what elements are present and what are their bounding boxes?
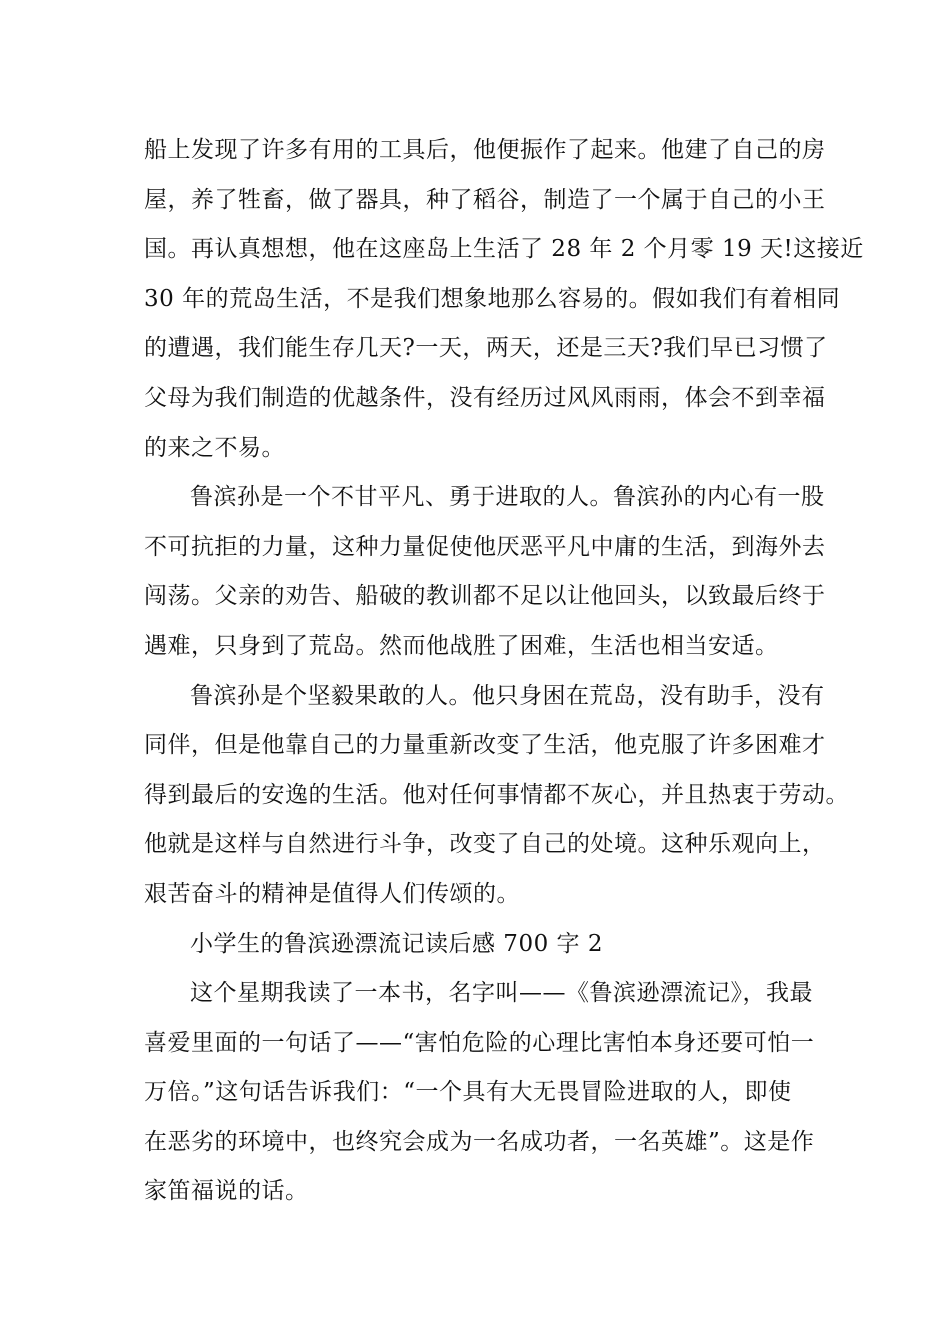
- paragraph-first-line: 这个星期我读了一本书，名字叫——《鲁滨逊漂流记》，我最: [190, 980, 813, 1007]
- text-line: 家笛福说的话。: [144, 1178, 309, 1205]
- paragraph-first-line: 鲁滨孙是个坚毅果敢的人。他只身困在荒岛，没有助手，没有: [190, 682, 825, 709]
- text-line: 在恶劣的环境中，也终究会成为一名成功者，一名英雄”。这是作: [144, 1128, 815, 1155]
- text-line: 同伴，但是他靠自己的力量重新改变了生活，他克服了许多困难才: [144, 732, 826, 759]
- text-line: 屋，养了牲畜，做了器具，种了稻谷，制造了一个属于自己的小王: [144, 186, 826, 213]
- text-line: 的来之不易。: [144, 434, 285, 461]
- text-line: 喜爱里面的一句话了——“害怕危险的心理比害怕本身还要可怕一: [144, 1029, 815, 1056]
- text-line: 艰苦奋斗的精神是值得人们传颂的。: [144, 880, 520, 907]
- text-line: 父母为我们制造的优越条件，没有经历过风风雨雨，体会不到幸福: [144, 384, 826, 411]
- text-line: 不可抗拒的力量，这种力量促使他厌恶平凡中庸的生活，到海外去: [144, 533, 826, 560]
- text-line: 的遭遇，我们能生存几天?一天，两天，还是三天?我们早已习惯了: [144, 335, 828, 362]
- text-line: 闯荡。父亲的劝告、船破的教训都不足以让他回头，以致最后终于: [144, 583, 826, 610]
- text-line: 他就是这样与自然进行斗争，改变了自己的处境。这种乐观向上，: [144, 831, 826, 858]
- text-line: 遇难，只身到了荒岛。然而他战胜了困难，生活也相当安适。: [144, 632, 779, 659]
- text-line: 万倍。”这句话告诉我们：“一个具有大无畏冒险进取的人，即使: [144, 1079, 792, 1106]
- text-line: 30 年的荒岛生活，不是我们想象地那么容易的。假如我们有着相同: [144, 285, 841, 312]
- paragraph-first-line: 鲁滨孙是一个不甘平凡、勇于进取的人。鲁滨孙的内心有一股: [190, 484, 825, 511]
- section-heading: 小学生的鲁滨逊漂流记读后感 700 字 2: [190, 930, 603, 957]
- body-text: [144, 126, 864, 1217]
- text-line: 船上发现了许多有用的工具后，他便振作了起来。他建了自己的房: [144, 137, 826, 163]
- text-line: 国。再认真想想，他在这座岛上生活了 28 年 2 个月零 19 天!这接近: [144, 236, 864, 263]
- text-line: 得到最后的安逸的生活。他对任何事情都不灰心，并且热衷于劳动。: [144, 781, 849, 808]
